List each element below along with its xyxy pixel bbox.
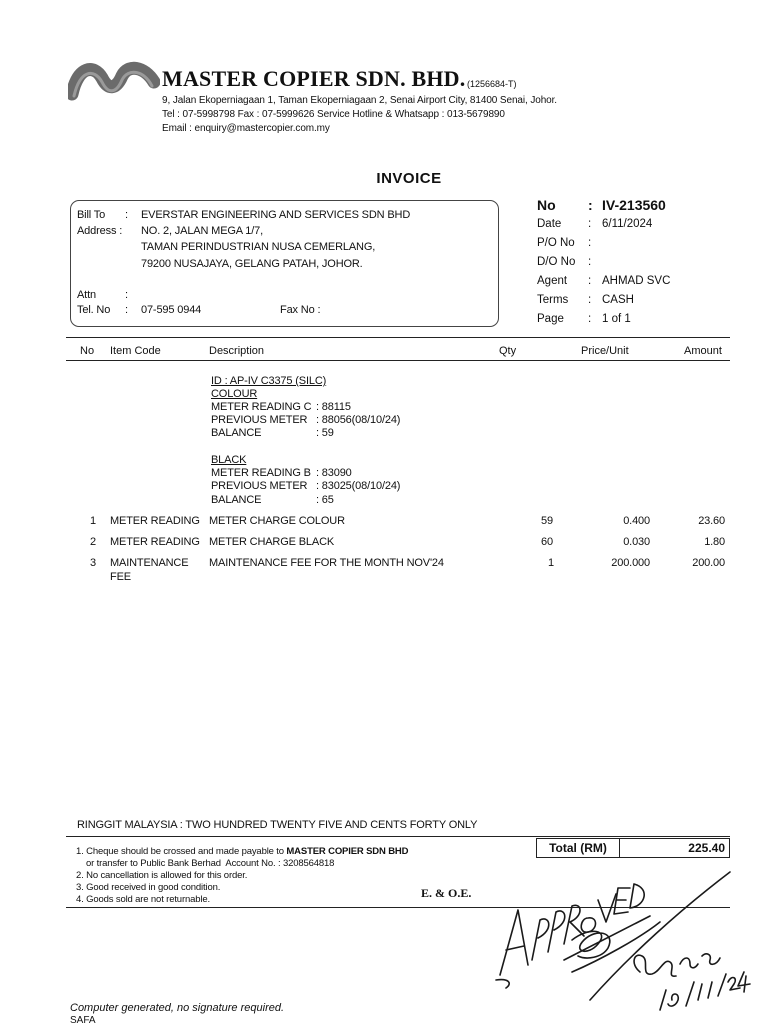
row-3-item-code-line-1: MAINTENANCE bbox=[110, 557, 189, 569]
po-label: P/O No bbox=[537, 237, 575, 249]
machine-id: ID : AP-IV C3375 (SILC) bbox=[211, 375, 327, 387]
tel-value: 07-595 0944 bbox=[141, 304, 202, 316]
note-1-text: 1. Cheque should be crossed and made payable to bbox=[76, 846, 287, 857]
invoice-number: IV-213560 bbox=[602, 197, 666, 213]
colour-previous-meter-value: : 88056(08/10/24) bbox=[316, 414, 401, 426]
terms-label: Terms bbox=[537, 294, 569, 306]
date-label: Date bbox=[537, 218, 562, 230]
terms-value: CASH bbox=[602, 294, 634, 306]
page-colon: : bbox=[588, 313, 592, 325]
company-name: MASTER COPIER SDN. BHD. bbox=[162, 66, 466, 91]
totals-top-rule bbox=[66, 836, 730, 837]
header-qty: Qty bbox=[499, 345, 517, 357]
black-meter-reading-value: : 83090 bbox=[316, 467, 352, 479]
page-label: Page bbox=[537, 313, 564, 325]
terms-colon: : bbox=[588, 294, 592, 306]
invoice-no-colon: : bbox=[588, 197, 593, 213]
company-address: 9, Jalan Ekoperniagaan 1, Taman Ekoperniagaan 2, Senai Airport City, 81400 Senai, Johor. bbox=[162, 95, 557, 106]
address-line-2: TAMAN PERINDUSTRIAN NUSA CEMERLANG, bbox=[141, 241, 376, 253]
row-1-price: 0.400 bbox=[623, 515, 650, 527]
black-balance-label: BALANCE bbox=[211, 494, 262, 506]
row-1-qty: 59 bbox=[541, 515, 553, 527]
colour-balance-value: : 59 bbox=[316, 427, 334, 439]
black-previous-meter-value: : 83025(08/10/24) bbox=[316, 480, 401, 492]
row-3-description: MAINTENANCE FEE FOR THE MONTH NOV'24 bbox=[209, 557, 444, 569]
po-colon: : bbox=[588, 237, 592, 249]
row-3-no: 3 bbox=[90, 557, 96, 569]
bill-to-label: Bill To bbox=[77, 209, 106, 221]
bill-to-colon: : bbox=[125, 209, 128, 221]
row-1-amount: 23.60 bbox=[698, 515, 725, 527]
total-amount: 225.40 bbox=[688, 841, 725, 855]
note-1-continued: or transfer to Public Bank Berhad Account No. : 3208564818 bbox=[76, 858, 335, 869]
do-colon: : bbox=[588, 256, 592, 268]
handwritten-approval-signature bbox=[480, 860, 760, 1020]
colour-balance-label: BALANCE bbox=[211, 427, 262, 439]
header-description: Description bbox=[209, 345, 265, 357]
amount-in-words: RINGGIT MALAYSIA : TWO HUNDRED TWENTY FIVE AND CENTS FORTY ONLY bbox=[77, 819, 478, 831]
header-amount: Amount bbox=[684, 345, 722, 357]
invoice-no-label: No bbox=[537, 197, 556, 213]
tel-label: Tel. No bbox=[77, 304, 111, 316]
fax-label: Fax No : bbox=[280, 304, 321, 316]
date-colon: : bbox=[588, 218, 592, 230]
row-3-qty: 1 bbox=[548, 557, 554, 569]
footer-computer-generated-note: Computer generated, no signature required. bbox=[70, 1002, 285, 1014]
note-1-payee: MASTER COPIER SDN BHD bbox=[286, 846, 409, 857]
address-label: Address : bbox=[77, 225, 123, 237]
address-line-1: NO. 2, JALAN MEGA 1/7, bbox=[141, 225, 264, 237]
tel-colon: : bbox=[125, 304, 128, 316]
colour-previous-meter-label: PREVIOUS METER bbox=[211, 414, 308, 426]
company-email: Email : enquiry@mastercopier.com.my bbox=[162, 123, 330, 134]
row-1-description: METER CHARGE COLOUR bbox=[209, 515, 345, 527]
row-3-item-code-line-2: FEE bbox=[110, 571, 131, 583]
footer-code: SAFA bbox=[70, 1015, 96, 1026]
agent-label: Agent bbox=[537, 275, 568, 287]
row-1-no: 1 bbox=[90, 515, 96, 527]
black-heading: BLACK bbox=[211, 454, 247, 466]
attn-label: Attn bbox=[77, 289, 96, 301]
company-logo bbox=[68, 60, 160, 102]
errors-omissions-excepted: E. & O.E. bbox=[421, 886, 472, 900]
black-previous-meter-label: PREVIOUS METER bbox=[211, 480, 308, 492]
row-2-price: 0.030 bbox=[623, 536, 650, 548]
row-2-amount: 1.80 bbox=[704, 536, 725, 548]
note-3: 3. Good received in good condition. bbox=[76, 882, 221, 893]
document-title: INVOICE bbox=[376, 170, 442, 187]
black-balance-value: : 65 bbox=[316, 494, 334, 506]
agent-value: AHMAD SVC bbox=[602, 275, 671, 287]
table-header-rule bbox=[66, 360, 730, 361]
company-contact-numbers: Tel : 07-5998798 Fax : 07-5999626 Service Hotline & Whatsapp : 013-5679890 bbox=[162, 109, 505, 120]
customer-name: EVERSTAR ENGINEERING AND SERVICES SDN BHD bbox=[141, 209, 411, 221]
row-2-no: 2 bbox=[90, 536, 96, 548]
note-2: 2. No cancellation is allowed for this order. bbox=[76, 870, 248, 881]
note-1 bbox=[76, 846, 408, 857]
row-2-description: METER CHARGE BLACK bbox=[209, 536, 335, 548]
header-item-code: Item Code bbox=[110, 345, 161, 357]
total-box bbox=[536, 838, 730, 858]
attn-colon: : bbox=[125, 289, 128, 301]
table-top-rule bbox=[66, 337, 730, 338]
row-1-item-code: METER READING bbox=[110, 515, 200, 527]
total-label: Total (RM) bbox=[537, 839, 620, 857]
address-line-3: 79200 NUSAJAYA, GELANG PATAH, JOHOR. bbox=[141, 258, 363, 270]
colour-heading: COLOUR bbox=[211, 388, 258, 400]
header-price-unit: Price/Unit bbox=[581, 345, 629, 357]
row-2-qty: 60 bbox=[541, 536, 553, 548]
row-3-amount: 200.00 bbox=[692, 557, 725, 569]
agent-colon: : bbox=[588, 275, 592, 287]
do-label: D/O No bbox=[537, 256, 576, 268]
header-no: No bbox=[80, 345, 95, 357]
row-3-price: 200.000 bbox=[611, 557, 650, 569]
colour-meter-reading-value: : 88115 bbox=[316, 401, 351, 413]
colour-meter-reading-label: METER READING C bbox=[211, 401, 312, 413]
row-2-item-code: METER READING bbox=[110, 536, 200, 548]
note-4: 4. Goods sold are not returnable. bbox=[76, 894, 210, 905]
page-value: 1 of 1 bbox=[602, 313, 631, 325]
invoice-date: 6/11/2024 bbox=[602, 218, 653, 230]
company-registration-number: (1256684-T) bbox=[467, 79, 517, 89]
black-meter-reading-label: METER READING B bbox=[211, 467, 311, 479]
